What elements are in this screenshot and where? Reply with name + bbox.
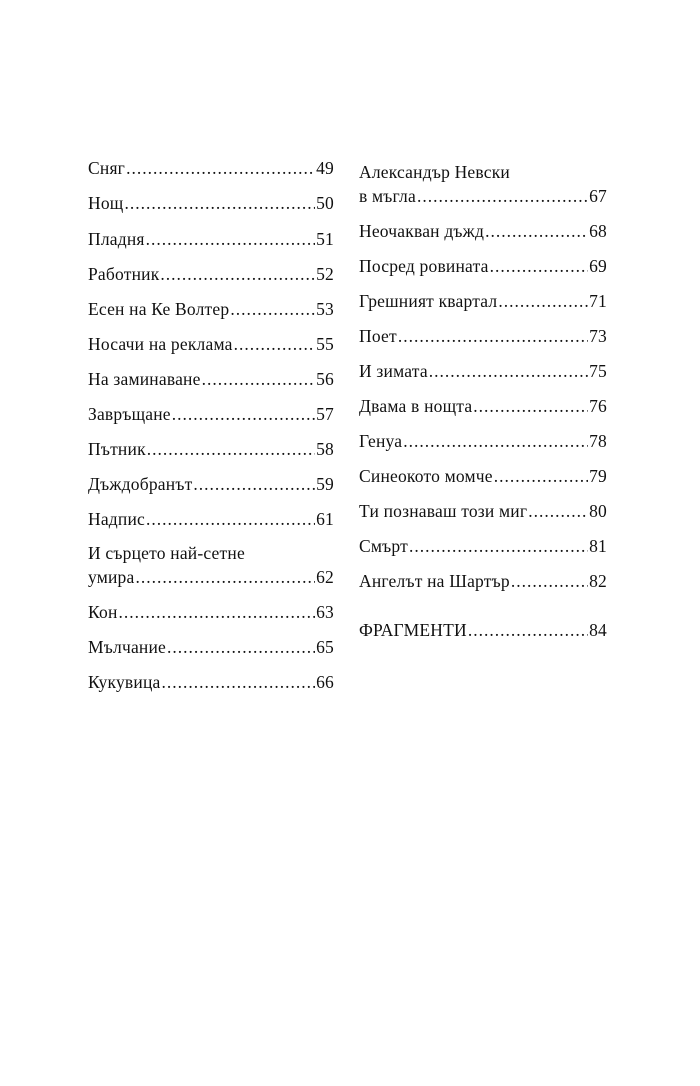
toc-entry-title: Носачи на реклама <box>88 334 233 354</box>
toc-entry-title: Ти познаваш този миг <box>359 501 528 521</box>
toc-entry-title: Двама в нощта <box>359 396 473 416</box>
toc-entry-page-number: 66 <box>316 672 334 692</box>
toc-entry <box>359 158 607 206</box>
toc-entry-page-number: 65 <box>316 637 334 657</box>
toc-entry-title-line1: И сърцето най-сетне <box>88 543 245 563</box>
toc-entry <box>359 396 607 416</box>
toc-entry <box>88 509 334 529</box>
toc-entry-title: Кукувица <box>88 672 161 692</box>
toc-entry-title: Надпис <box>88 509 146 529</box>
dot-leader <box>409 536 588 556</box>
toc-entry <box>88 439 334 459</box>
dot-leader <box>135 567 315 587</box>
dot-leader <box>167 637 315 657</box>
toc-entry-title: в мъгла <box>359 186 416 206</box>
toc-entry <box>88 672 334 692</box>
dot-leader <box>429 361 588 381</box>
toc-entry-page-number: 68 <box>589 221 607 241</box>
toc-entry-page-number: 69 <box>589 256 607 276</box>
toc-entry-page-number: 52 <box>316 264 334 284</box>
toc-entry <box>88 404 334 424</box>
toc-entry-page-number: 53 <box>316 299 334 319</box>
toc-entry-page-number: 81 <box>589 536 607 556</box>
toc-entry-page-number: 49 <box>316 158 334 178</box>
toc-entry <box>359 571 607 591</box>
dot-leader <box>146 229 315 249</box>
toc-entry <box>88 369 334 389</box>
toc-entry-title: умира <box>88 567 135 587</box>
toc-entry-title: Поет <box>359 326 397 346</box>
toc-entry <box>359 256 607 276</box>
toc-entry <box>359 501 607 521</box>
toc-entry <box>88 602 334 622</box>
toc-entry-title: ФРАГМЕНТИ <box>359 620 467 640</box>
dot-leader <box>511 571 588 591</box>
toc-entry-page-number: 50 <box>316 193 334 213</box>
toc-entry-title: Ангелът на Шартър <box>359 571 510 591</box>
toc-entry-page-number: 61 <box>316 509 334 529</box>
dot-leader <box>202 369 316 389</box>
toc-entry-page-number: 71 <box>589 291 607 311</box>
dot-leader <box>146 509 315 529</box>
toc-entry <box>88 229 334 249</box>
dot-leader <box>473 396 588 416</box>
dot-leader <box>485 221 588 241</box>
dot-leader <box>160 264 315 284</box>
toc-entry-page-number: 78 <box>589 431 607 451</box>
dot-leader <box>172 404 315 424</box>
toc-entry-title: Работник <box>88 264 160 284</box>
toc-entry-page-number: 75 <box>589 361 607 381</box>
toc-entry <box>88 264 334 284</box>
toc-entry <box>88 334 334 354</box>
toc-entry <box>359 361 607 381</box>
toc-entry-page-number: 51 <box>316 229 334 249</box>
toc-entry-page-number: 76 <box>589 396 607 416</box>
dot-leader <box>147 439 315 459</box>
toc-entry-title-line1: Александър Невски <box>359 162 510 182</box>
dot-leader <box>193 474 315 494</box>
toc-entry-page-number: 73 <box>589 326 607 346</box>
toc-entry-page-number: 59 <box>316 474 334 494</box>
dot-leader <box>234 334 316 354</box>
toc-entry-page-number: 55 <box>316 334 334 354</box>
toc-entry <box>88 539 334 587</box>
toc-entry-title: Синеокото момче <box>359 466 493 486</box>
dot-leader <box>161 672 315 692</box>
toc-entry-page-number: 56 <box>316 369 334 389</box>
toc-entry <box>88 637 334 657</box>
toc-entry-title: Завръщане <box>88 404 171 424</box>
toc-entry-page-number: 62 <box>316 567 334 587</box>
toc-entry-page-number: 57 <box>316 404 334 424</box>
toc-entry <box>359 536 607 556</box>
dot-leader <box>498 291 588 311</box>
toc-entry <box>88 158 334 178</box>
toc-entry <box>359 466 607 486</box>
toc-entry-page-number: 58 <box>316 439 334 459</box>
toc-entry-title: Дъждобранът <box>88 474 193 494</box>
dot-leader <box>403 431 588 451</box>
toc-entry-page-number: 82 <box>589 571 607 591</box>
toc-entry-page-number: 67 <box>589 186 607 206</box>
toc-entry <box>359 326 607 346</box>
toc-entry <box>359 221 607 241</box>
dot-leader <box>119 602 316 622</box>
dot-leader <box>494 466 588 486</box>
toc-entry <box>359 431 607 451</box>
dot-leader <box>468 620 588 640</box>
dot-leader <box>124 193 315 213</box>
dot-leader <box>528 501 588 521</box>
toc-entry <box>359 291 607 311</box>
toc-entry <box>88 474 334 494</box>
toc-entry <box>88 299 334 319</box>
toc-entry-title: Мълчание <box>88 637 167 657</box>
toc-entry-page-number: 80 <box>589 501 607 521</box>
toc-entry <box>359 620 607 640</box>
toc-entry-title: Кон <box>88 602 118 622</box>
toc-entry-title: На заминаване <box>88 369 201 389</box>
toc-entry-title: Сняг <box>88 158 126 178</box>
toc-entry-title: Нощ <box>88 193 124 213</box>
toc-entry-title: И зимата <box>359 361 428 381</box>
toc-entry-title: Генуа <box>359 431 403 451</box>
toc-entry-page-number: 63 <box>316 602 334 622</box>
dot-leader <box>398 326 588 346</box>
toc-entry-page-number: 84 <box>589 620 607 640</box>
dot-leader <box>490 256 589 276</box>
toc-entry-title: Неочакван дъжд <box>359 221 485 241</box>
toc-entry <box>88 193 334 213</box>
toc-entry-title: Есен на Ке Волтер <box>88 299 230 319</box>
toc-entry-title: Посред ровината <box>359 256 489 276</box>
toc-entry-title: Смърт <box>359 536 408 556</box>
toc-entry-title: Пътник <box>88 439 146 459</box>
toc-entry-title: Грешният квартал <box>359 291 498 311</box>
dot-leader <box>126 158 315 178</box>
dot-leader <box>230 299 315 319</box>
dot-leader <box>417 186 588 206</box>
toc-entry-title: Пладня <box>88 229 145 249</box>
toc-entry-page-number: 79 <box>589 466 607 486</box>
